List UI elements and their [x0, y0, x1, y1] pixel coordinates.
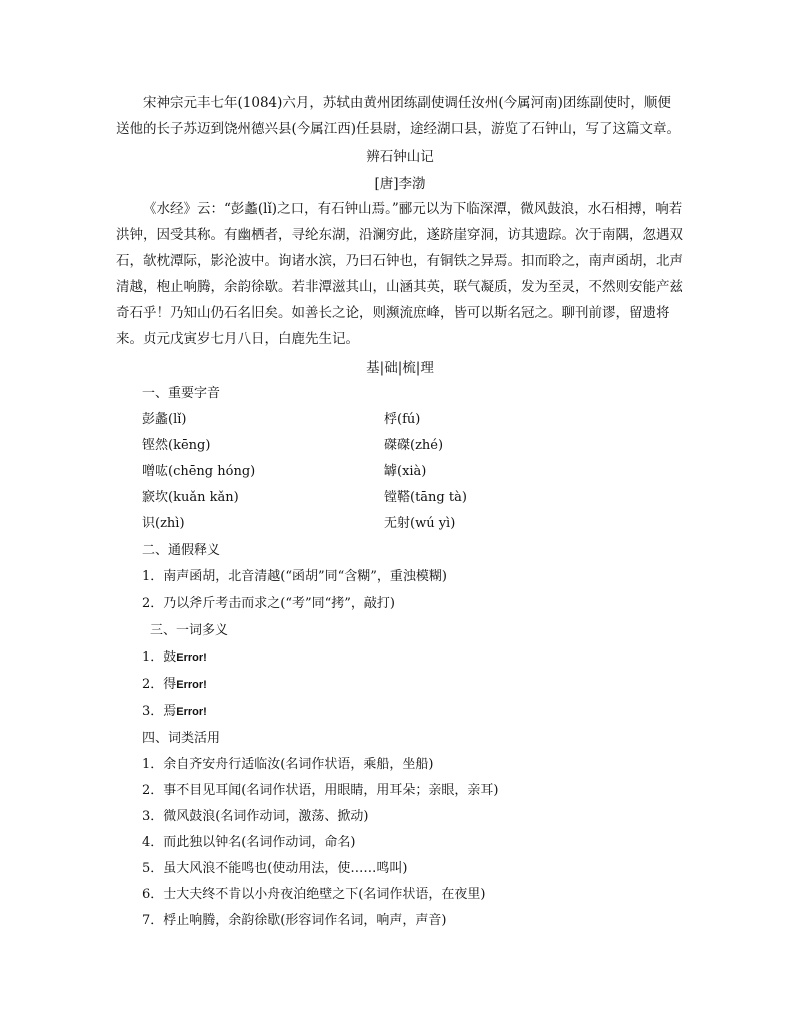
wordclass-item: 2．事不目见耳闻(名词作状语，用眼睛，用耳朵；亲眼，亲耳) — [142, 783, 499, 798]
wordclass-item: 3．微风鼓浪(名词作动词，激荡、掀动) — [142, 809, 369, 824]
pronunciation-item: 罅(xià) — [384, 464, 427, 479]
pronunciation-item: 噌吰(chēng hóng) — [142, 464, 256, 479]
section-title: 基|础|梳|理 — [366, 360, 434, 376]
pronunciation-item: 桴(fú) — [384, 412, 421, 427]
pronunciation-item: 磔磔(zhé) — [384, 438, 444, 453]
polysemy-item — [142, 648, 207, 668]
essay-title: 辨石钟山记 — [366, 149, 434, 165]
pronunciation-item: 铿然(kēng) — [142, 438, 211, 453]
pronunciation-item: 镗鞳(tāng tà) — [384, 490, 467, 505]
error-field: Error! — [176, 706, 207, 718]
wordclass-item: 7．桴止响腾，余韵徐歇(形容词作名词，响声，声音) — [142, 913, 447, 928]
error-field: Error! — [176, 679, 207, 691]
tongjia-item: 2．乃以斧斤考击而求之(“考”同“拷”，敲打) — [142, 596, 395, 611]
pronunciation-item: 窾坎(kuǎn kǎn) — [142, 490, 239, 505]
polysemy-item — [142, 675, 207, 695]
wordclass-item: 6．士大夫终不肯以小舟夜泊绝壁之下(名词作状语，在夜里) — [142, 887, 486, 902]
wordclass-item: 5．虽大风浪不能鸣也(使动用法，使……鸣叫) — [142, 861, 408, 876]
tongjia-item: 1．南声函胡，北音清越(“函胡”同“含糊”，重浊模糊) — [142, 569, 447, 584]
pronunciation-item: 无射(wú yì) — [384, 516, 456, 531]
error-field: Error! — [176, 652, 207, 664]
intro-paragraph: 宋神宗元丰七年(1084)六月，苏轼由黄州团练副使调任汝州(今属河南)团练副使时，顺便送他的长子苏迈到饶州德兴县(今属江西)任县尉，途经湖口县，游览了石钟山，写了这篇文章。 — [116, 95, 681, 137]
essay-body: 《水经》云：“彭蠡(lǐ)之口，有石钟山焉。”郦元以为下临深潭，微风鼓浪，水石相搏，响若洪钟，因受其称。有幽栖者，寻纶东湖，沿澜穷此，遂跻崖穿洞，访其遗踪。次于南隅，忽遇双石，欹枕潭际，影沦波中。询诸水滨，乃曰石钟也，有铜铁之异焉。扣而聆之，南声函胡，北声清越，枹止响腾，余韵徐歇。若非潭滋其山，山涵其英，联气凝质，发为至灵，不然则安能产兹奇石乎！乃知山仍石名旧矣。如善长之论，则濒流庶峰，皆可以斯名冠之。聊刊前谬，留遗将来。贞元戊寅岁七月八日，白鹿先生记。 — [116, 201, 683, 347]
wordclass-heading: 四、词类活用 — [142, 731, 221, 746]
wordclass-item: 1．余自齐安舟行适临汝(名词作状语，乘船，坐船) — [142, 757, 434, 772]
pronunciation-item: 彭蠡(lǐ) — [142, 412, 187, 427]
polysemy-heading: 三、一词多义 — [150, 623, 229, 638]
pronunciation-item: 识(zhì) — [142, 516, 185, 531]
polysemy-word: 1．鼓 — [142, 650, 177, 665]
pronunciation-heading: 一、重要字音 — [142, 386, 221, 401]
tongjia-heading: 二、通假释义 — [142, 543, 221, 558]
polysemy-word: 3．焉 — [142, 704, 177, 719]
wordclass-item: 4．而此独以钟名(名词作动词，命名) — [142, 835, 356, 850]
essay-author: [唐]李渤 — [374, 176, 426, 192]
polysemy-word: 2．得 — [142, 677, 177, 692]
polysemy-item — [142, 702, 207, 722]
